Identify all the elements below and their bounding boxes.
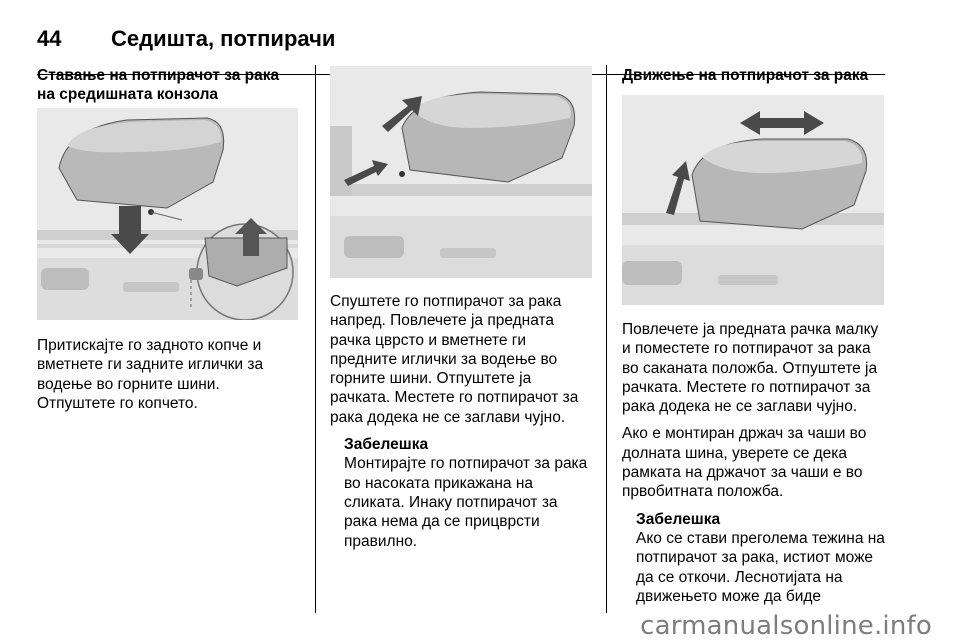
instruction-paragraph: Спуштете го потпирачот за рака напред. Повлечете ја предната рачка цврсто и вметнете ги предните иглички за водење во горните шини. Отпуштете ја рачката. Местете го потпирачот за рака додека не се заглави чујно. — [330, 293, 579, 426]
note-text: Монтирајте го потпирачот за рака во насоката прикажана на сликата. Инаку потпирачот за рака нема да се прицврсти правилно. — [344, 455, 588, 550]
instruction-paragraph: Повлечете ја предната рачка малку и поместете го потпирачот за рака во саканата положба. Отпуштете ја рачката. Местете го потпирачот за рака додека не се заглави чујно. — [622, 321, 879, 416]
armrest-lower-forward-illustration — [330, 66, 592, 278]
column-2-text — [330, 292, 592, 551]
page-number: 44 — [37, 26, 62, 51]
note-title: Забелешка — [344, 436, 429, 454]
page-title: Седишта, потпирачи — [111, 26, 336, 51]
page-header — [37, 26, 885, 54]
watermark: carmanualsonline.info — [640, 611, 932, 641]
note-title: Забелешка — [636, 510, 721, 528]
armrest-install-rear-illustration — [37, 108, 298, 320]
note-box — [622, 510, 888, 606]
column-1 — [37, 66, 299, 104]
section-heading: Ставање на потпирачот за рака на средишната конзола — [37, 67, 280, 103]
column-3-text — [622, 320, 888, 606]
instruction-paragraph: Ако е монтиран држач за чаши во долната шина, уверете се дека рамката на држачот за чаши е во првобитната положба. — [622, 425, 867, 501]
note-box — [330, 435, 592, 551]
column-3 — [622, 66, 886, 85]
instruction-paragraph: Притискајте го задното копче и вметнете ги задните иглички за водење во горните шини. Отпуштете го копчето. — [37, 337, 264, 412]
section-heading: Движење на потпирачот за рака — [622, 67, 869, 84]
note-text: Ако се стави преголема тежина на потпирачот за рака, истиот може да се откочи. Леснотијата на движењето може да биде — [636, 529, 885, 605]
armrest-slide-illustration — [622, 95, 884, 305]
column-divider — [606, 65, 607, 613]
column-1-text — [37, 336, 299, 421]
column-divider — [315, 65, 316, 613]
